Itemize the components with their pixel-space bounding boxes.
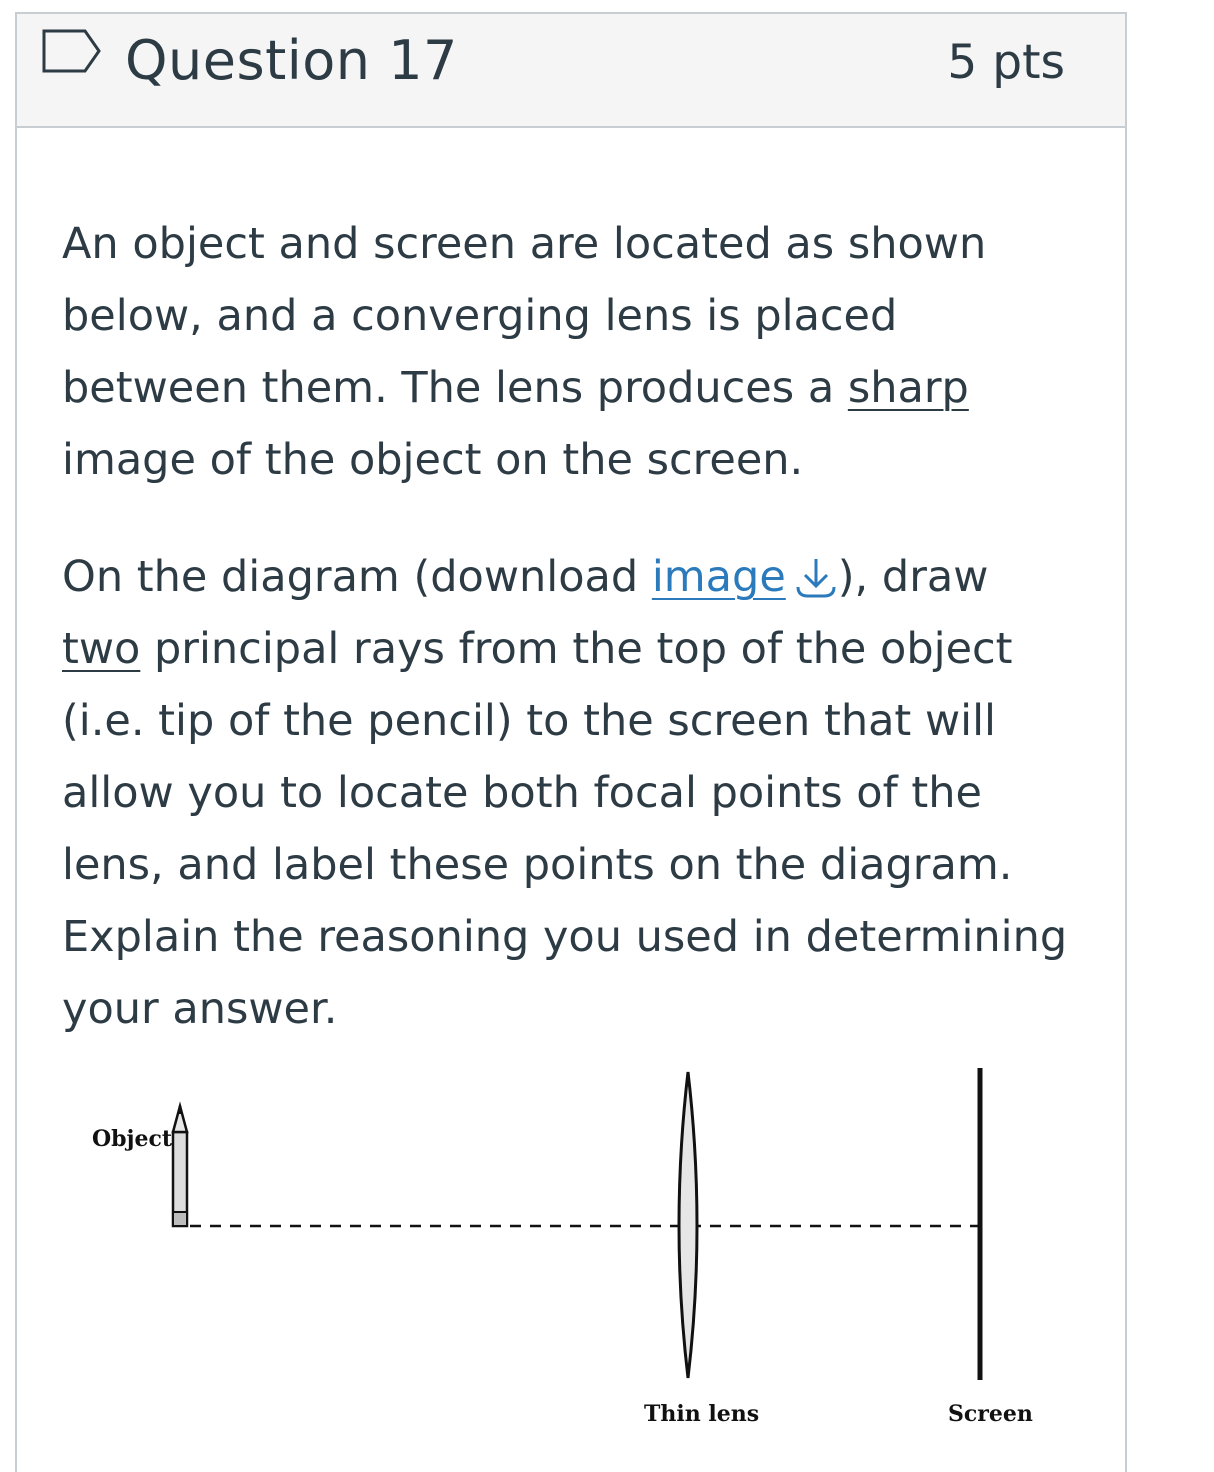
paragraph-2-text-a: On the diagram (download [62,552,652,602]
question-title: Question 17 [125,29,458,92]
question-paragraph-2 [62,541,1072,1045]
question-points: 5 pts [947,35,1065,90]
question-header [17,14,1125,128]
download-icon[interactable] [794,555,838,601]
question-paragraph-1 [62,208,1072,496]
lens-label: Thin lens [644,1401,760,1427]
object-pencil [173,1106,187,1226]
underlined-sharp: sharp [847,363,969,413]
download-image-link[interactable]: image [651,552,786,602]
paragraph-1-text-a: An object and screen are located as shown below, and a converging lens is placed between them. The lens produces a [62,219,987,413]
paragraph-2-text-c: principal rays from the top of the object (i.e. tip of the pencil) to the screen that will allow you to locate both focal points of the lens, and label these points on the diagram. Explain the reasoning you used in determining your answer. [62,624,1068,1034]
paragraph-2-text-b: ), draw [837,552,989,602]
object-label: Object [92,1126,173,1152]
optics-diagram [0,1040,1214,1452]
underlined-two: two [62,624,141,674]
flag-question-icon[interactable] [41,28,103,74]
screen-label: Screen [948,1401,1033,1427]
question-text [62,208,1072,1045]
paragraph-1-text-b: image of the object on the screen. [62,435,804,485]
thin-lens [679,1072,697,1378]
